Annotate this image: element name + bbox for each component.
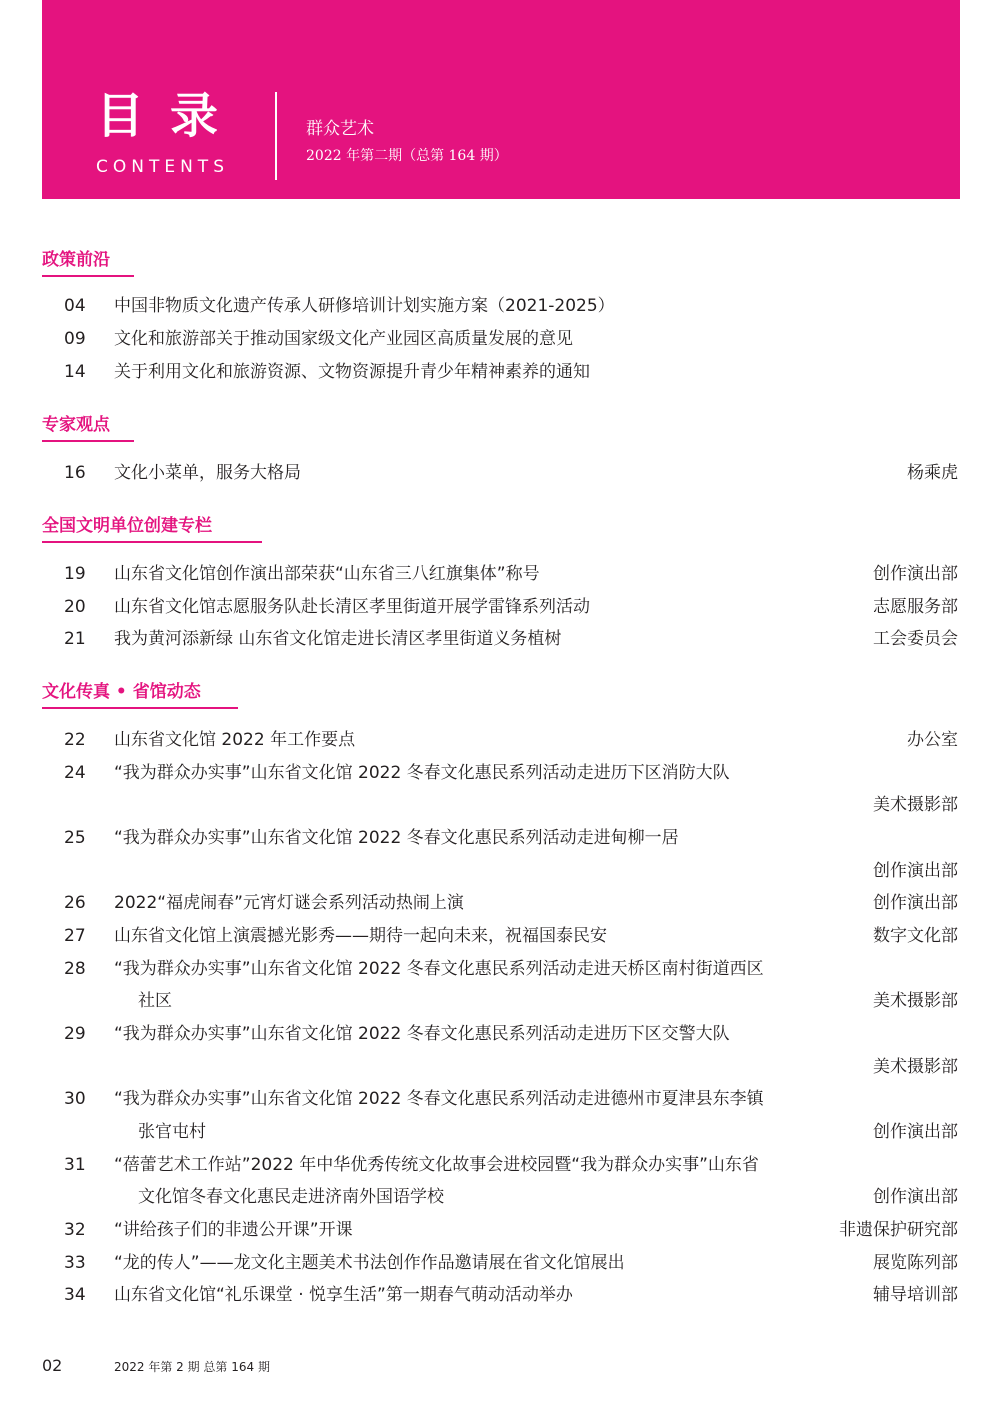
toc-entry[interactable] (0, 727, 1000, 753)
section-heading-policy: 政策前沿 (42, 250, 110, 270)
toc-entry[interactable] (0, 1250, 1000, 1276)
section-underline (42, 440, 134, 442)
department: 展览陈列部 (873, 1253, 958, 1273)
section-heading-experts: 专家观点 (42, 415, 110, 435)
entry-title: 山东省文化馆“礼乐课堂 · 悦享生活”第一期春气萌动活动举办 (114, 1285, 573, 1305)
toc-entry[interactable] (0, 594, 1000, 620)
department: 美术摄影部 (873, 1057, 958, 1077)
page-title-english: CONTENTS (96, 157, 229, 177)
toc-entry-continuation (0, 988, 1000, 1014)
page-number: 14 (64, 362, 86, 382)
page-number: 29 (64, 1024, 86, 1044)
page-number: 04 (64, 296, 86, 316)
section-underline (42, 275, 134, 277)
page-number: 34 (64, 1285, 86, 1305)
entry-title: “我为群众办实事”山东省文化馆 2022 冬春文化惠民系列活动走进天桥区南村街道西区 (114, 959, 764, 979)
magazine-name: 群众艺术 (306, 119, 374, 139)
toc-entry[interactable] (0, 825, 1000, 851)
toc-entry-continuation (0, 1184, 1000, 1210)
toc-entry[interactable] (0, 760, 1000, 786)
department: 工会委员会 (873, 629, 958, 649)
entry-title: 文化小菜单，服务大格局 (114, 463, 301, 483)
department: 创作演出部 (873, 861, 958, 881)
toc-entry[interactable] (0, 956, 1000, 982)
entry-title: 文化和旅游部关于推动国家级文化产业园区高质量发展的意见 (114, 329, 573, 349)
footer-issue-info: 2022 年第 2 期 总第 164 期 (114, 1360, 270, 1374)
page-number: 19 (64, 564, 86, 584)
toc-entry[interactable] (0, 626, 1000, 652)
entry-title: 我为黄河添新绿 山东省文化馆走进长清区孝里街道义务植树 (114, 629, 562, 649)
section-heading-civilized-unit: 全国文明单位创建专栏 (42, 516, 212, 536)
page-title: 目录 (96, 88, 245, 144)
entry-title: “我为群众办实事”山东省文化馆 2022 冬春文化惠民系列活动走进德州市夏津县东李镇 (114, 1089, 764, 1109)
page-number: 31 (64, 1155, 86, 1175)
department: 创作演出部 (873, 564, 958, 584)
section-underline (42, 541, 262, 543)
toc-entry[interactable] (0, 890, 1000, 916)
page-number: 20 (64, 597, 86, 617)
section-heading-culture-news: 文化传真 • 省馆动态 (42, 682, 201, 702)
entry-title: 山东省文化馆 2022 年工作要点 (114, 730, 356, 750)
department: 美术摄影部 (873, 991, 958, 1011)
entry-title-continued: 张官屯村 (138, 1122, 206, 1142)
page-number: 33 (64, 1253, 86, 1273)
department: 非遗保护研究部 (839, 1220, 958, 1240)
entry-title: 山东省文化馆上演震撼光影秀——期待一起向未来，祝福国泰民安 (114, 926, 607, 946)
department: 数字文化部 (873, 926, 958, 946)
toc-entry-continuation (0, 1119, 1000, 1145)
toc-entry-continuation (0, 1054, 1000, 1080)
toc-entry[interactable] (0, 359, 1000, 385)
footer-page-number: 02 (42, 1356, 63, 1375)
toc-entry[interactable] (0, 1217, 1000, 1243)
page-number: 28 (64, 959, 86, 979)
page-number: 16 (64, 463, 86, 483)
toc-entry[interactable] (0, 460, 1000, 486)
department: 志愿服务部 (873, 597, 958, 617)
department: 辅导培训部 (873, 1285, 958, 1305)
entry-title-continued: 文化馆冬春文化惠民走进济南外国语学校 (138, 1187, 444, 1207)
page-number: 26 (64, 893, 86, 913)
header-divider (275, 92, 277, 180)
section-underline (42, 707, 238, 709)
department: 创作演出部 (873, 1122, 958, 1142)
department: 办公室 (907, 730, 958, 750)
page-number: 22 (64, 730, 86, 750)
department: 美术摄影部 (873, 795, 958, 815)
author: 杨乘虎 (907, 463, 958, 483)
toc-entry[interactable] (0, 1021, 1000, 1047)
entry-title: 山东省文化馆创作演出部荣获“山东省三八红旗集体”称号 (114, 564, 540, 584)
department: 创作演出部 (873, 1187, 958, 1207)
toc-entry[interactable] (0, 923, 1000, 949)
entry-title: “我为群众办实事”山东省文化馆 2022 冬春文化惠民系列活动走进历下区交警大队 (114, 1024, 730, 1044)
department: 创作演出部 (873, 893, 958, 913)
toc-entry[interactable] (0, 561, 1000, 587)
toc-entry-continuation (0, 792, 1000, 818)
toc-entry[interactable] (0, 293, 1000, 319)
entry-title: “蓓蕾艺术工作站”2022 年中华优秀传统文化故事会进校园暨“我为群众办实事”山东省 (114, 1155, 759, 1175)
page-number: 30 (64, 1089, 86, 1109)
page-number: 24 (64, 763, 86, 783)
entry-title: “讲给孩子们的非遗公开课”开课 (114, 1220, 353, 1240)
entry-title-continued: 社区 (138, 991, 172, 1011)
toc-entry[interactable] (0, 1152, 1000, 1178)
entry-title: “我为群众办实事”山东省文化馆 2022 冬春文化惠民系列活动走进甸柳一居 (114, 828, 679, 848)
toc-entry[interactable] (0, 1086, 1000, 1112)
issue-info: 2022 年第二期（总第 164 期） (306, 148, 508, 164)
toc-entry-continuation (0, 858, 1000, 884)
entry-title: “我为群众办实事”山东省文化馆 2022 冬春文化惠民系列活动走进历下区消防大队 (114, 763, 730, 783)
page-number: 25 (64, 828, 86, 848)
toc-entry[interactable] (0, 1282, 1000, 1308)
toc-entry[interactable] (0, 326, 1000, 352)
entry-title: 山东省文化馆志愿服务队赴长清区孝里街道开展学雷锋系列活动 (114, 597, 590, 617)
entry-title: “龙的传人”——龙文化主题美术书法创作作品邀请展在省文化馆展出 (114, 1253, 625, 1273)
page-number: 27 (64, 926, 86, 946)
page-number: 32 (64, 1220, 86, 1240)
entry-title: 中国非物质文化遗产传承人研修培训计划实施方案（2021-2025） (114, 296, 615, 316)
page-number: 09 (64, 329, 86, 349)
page-number: 21 (64, 629, 86, 649)
entry-title: 关于利用文化和旅游资源、文物资源提升青少年精神素养的通知 (114, 362, 590, 382)
entry-title: 2022“福虎闹春”元宵灯谜会系列活动热闹上演 (114, 893, 464, 913)
